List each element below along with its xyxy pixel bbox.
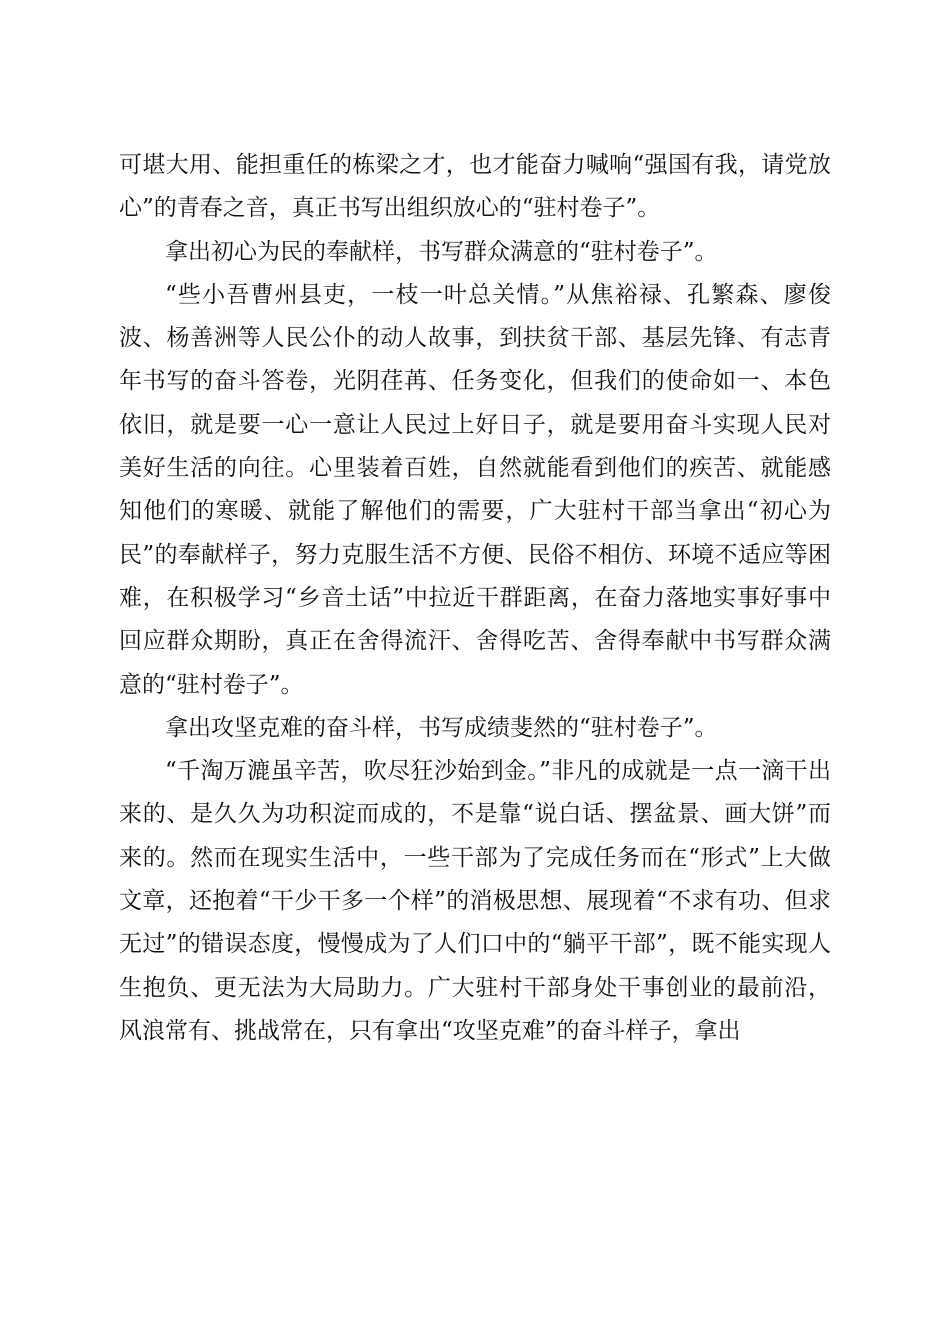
paragraph-dedication-body: “些小吾曹州县吏，一枝一叶总关情。”从焦裕禄、孔繁森、廖俊波、杨善洲等人民公仆的动人故事，到扶贫干部、基层先锋、有志青年书写的奋斗答卷，光阴荏苒、任务变化，但我们的使命如一、本色依旧，就是要一心一意让人民过上好日子，就是要用奋斗实现人民对美好生活的向往。心里装着百姓，自然就能看到他们的疾苦、就能感知他们的寒暖、就能了解他们的需要，广大驻村干部当拿出“初心为民”的奉献样子，努力克服生活不方便、民俗不相仿、环境不适应等困难，在积极学习“乡音土话”中拉近干群距离，在奋力落地实事好事中回应群众期盼，真正在舍得流汗、舍得吃苦、舍得奉献中书写群众满意的“驻村卷子”。 bbox=[119, 281, 831, 698]
paragraph-struggle-body: “千淘万漉虽辛苦，吹尽狂沙始到金。”非凡的成就是一点一滴干出来的、是久久为功积淀而成的，不是靠“说白话、摆盆景、画大饼”而来的。然而在现实生活中，一些干部为了完成任务而在“形式”上大做文章，还抱着“干少干多一个样”的消极思想、展现着“不求有功、但求无过”的错误态度，慢慢成为了人们口中的“躺平干部”，既不能实现人生抱负、更无法为大局助力。广大驻村干部身处干事创业的最前沿，风浪常有、挑战常在，只有拿出“攻坚克难”的奋斗样子，拿出 bbox=[119, 758, 831, 1044]
section-heading-dedication: 拿出初心为民的奉献样，书写群众满意的“驻村卷子”。 bbox=[165, 238, 718, 265]
section-heading-struggle: 拿出攻坚克难的奋斗样，书写成绩斐然的“驻村卷子”。 bbox=[165, 714, 718, 741]
document-body bbox=[119, 144, 831, 1053]
paragraph-continuation: 可堪大用、能担重任的栋梁之才，也才能奋力喊响“强国有我，请党放心”的青春之音，真正书写出组织放心的“驻村卷子”。 bbox=[119, 152, 831, 222]
